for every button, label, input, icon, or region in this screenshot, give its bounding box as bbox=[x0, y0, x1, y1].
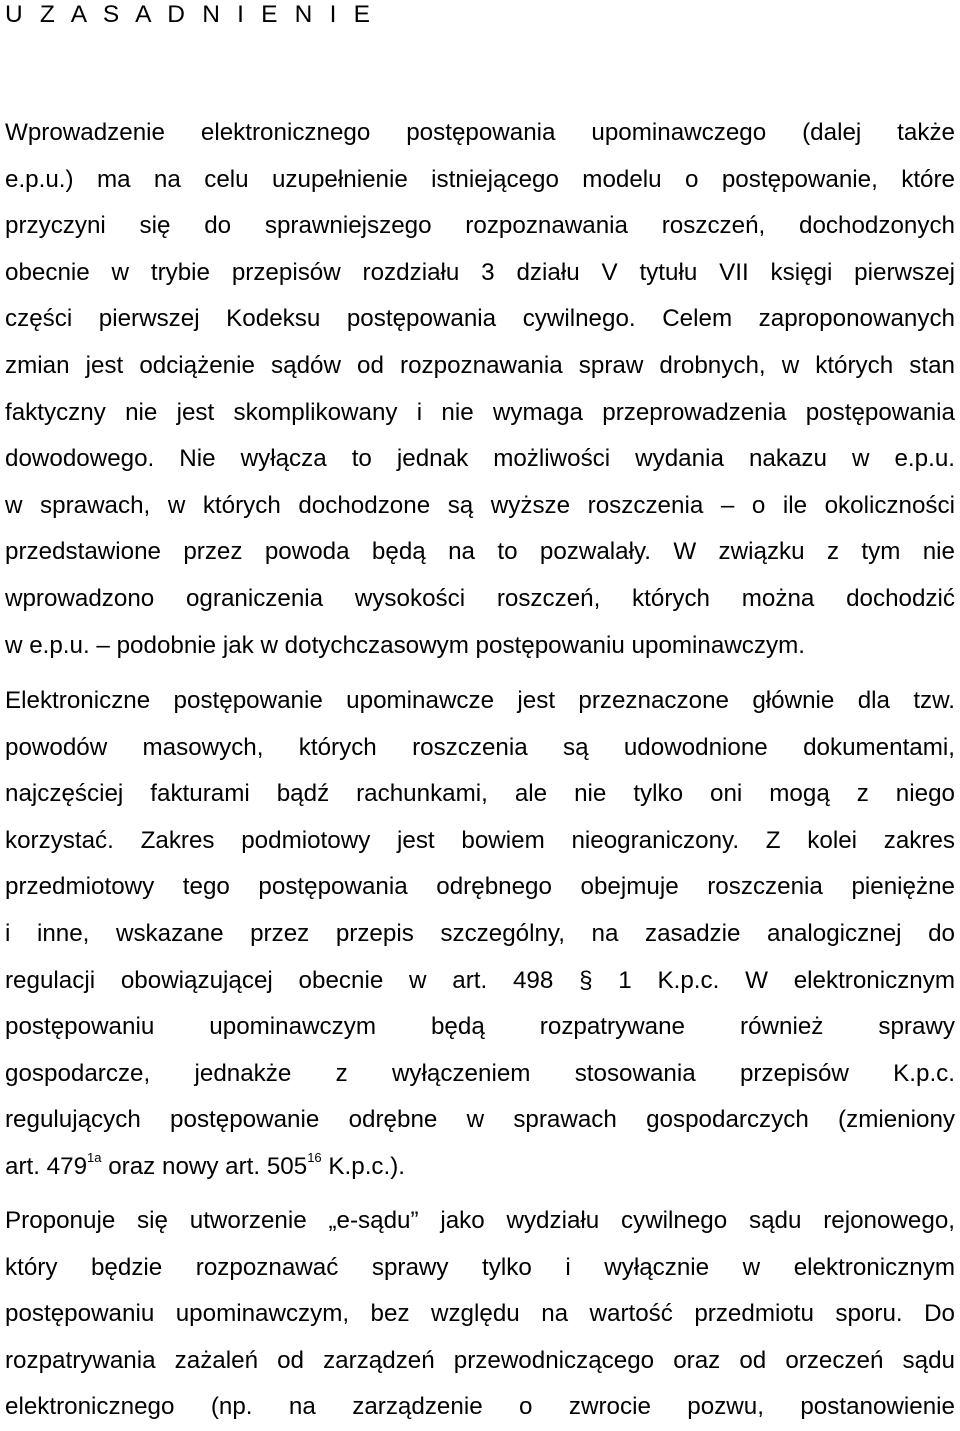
text-line: w sprawach, w których dochodzone są wyższe roszczenia – o ile okoliczności bbox=[5, 491, 955, 519]
text-line: i inne, wskazane przez przepis szczególny, na zasadzie analogicznej do bbox=[5, 919, 955, 947]
text-line: Wprowadzenie elektronicznego postępowania upominawczego (dalej także bbox=[5, 119, 955, 146]
text-line: przedmiotowy tego postępowania odrębnego obejmuje roszczenia pieniężne bbox=[5, 873, 955, 901]
text-line: faktyczny nie jest skomplikowany i nie wymaga przeprowadzenia postępowania bbox=[5, 398, 955, 426]
text-line: przyczyni się do sprawniejszego rozpoznawania roszczeń, dochodzonych bbox=[5, 212, 955, 240]
text-line: korzystać. Zakres podmiotowy jest bowiem nieograniczony. Z kolei zakres bbox=[5, 826, 955, 854]
text-line: e.p.u.) ma na celu uzupełnienie istniejącego modelu o postępowanie, które bbox=[5, 165, 955, 193]
text-line: Proponuje się utworzenie „e-sądu” jako wydziału cywilnego sądu rejonowego, bbox=[5, 1207, 955, 1234]
text-line: obecnie w trybie przepisów rozdziału 3 działu V tytułu VII księgi pierwszej bbox=[5, 258, 955, 286]
text-line: rozpatrywania zażaleń od zarządzeń przewodniczącego oraz od orzeczeń sądu bbox=[5, 1346, 955, 1374]
text-line: wprowadzono ograniczenia wysokości roszczeń, których można dochodzić bbox=[5, 584, 955, 612]
text-line: elektronicznego (np. na zarządzenie o zwrocie pozwu, postanowienie bbox=[5, 1393, 955, 1421]
text-fragment: oraz nowy art. 505 bbox=[101, 1152, 308, 1180]
text-line: postępowaniu upominawczym będą rozpatrywane również sprawy bbox=[5, 1013, 955, 1041]
text-line: części pierwszej Kodeksu postępowania cywilnego. Celem zaproponowanych bbox=[5, 305, 955, 333]
text-line: dowodowego. Nie wyłącza to jednak możliwości wydania nakazu w e.p.u. bbox=[5, 445, 955, 473]
paragraph-1 bbox=[5, 110, 955, 669]
text-line: najczęściej fakturami bądź rachunkami, ale nie tylko oni mogą z niego bbox=[5, 780, 955, 808]
text-line-with-superscripts bbox=[5, 1144, 955, 1191]
text-line: zmian jest odciążenie sądów od rozpoznawania spraw drobnych, w których stan bbox=[5, 351, 955, 379]
superscript: 1a bbox=[87, 1149, 102, 1165]
superscript: 16 bbox=[307, 1149, 322, 1165]
paragraph-3 bbox=[5, 1198, 955, 1431]
text-line: który będzie rozpoznawać sprawy tylko i wyłącznie w elektronicznym bbox=[5, 1253, 955, 1281]
document-heading: U Z A S A D N I E N I E bbox=[5, 1, 376, 28]
text-line: gospodarcze, jednakże z wyłączeniem stosowania przepisów K.p.c. bbox=[5, 1059, 955, 1087]
text-line: w e.p.u. – podobnie jak w dotychczasowym postępowaniu upominawczym. bbox=[5, 631, 805, 659]
text-line: powodów masowych, których roszczenia są udowodnione dokumentami, bbox=[5, 733, 955, 761]
text-fragment: K.p.c.). bbox=[321, 1152, 406, 1180]
text-line: postępowaniu upominawczym, bez względu na wartość przedmiotu sporu. Do bbox=[5, 1300, 955, 1328]
paragraph-2 bbox=[5, 678, 955, 1191]
text-fragment: art. 479 bbox=[5, 1152, 88, 1180]
text-line: Elektroniczne postępowanie upominawcze jest przeznaczone głównie dla tzw. bbox=[5, 687, 955, 714]
text-line: regulacji obowiązującej obecnie w art. 498 § 1 K.p.c. W elektronicznym bbox=[5, 966, 955, 994]
text-line: przedstawione przez powoda będą na to pozwalały. W związku z tym nie bbox=[5, 538, 955, 566]
text-line: regulujących postępowanie odrębne w sprawach gospodarczych (zmieniony bbox=[5, 1106, 955, 1134]
